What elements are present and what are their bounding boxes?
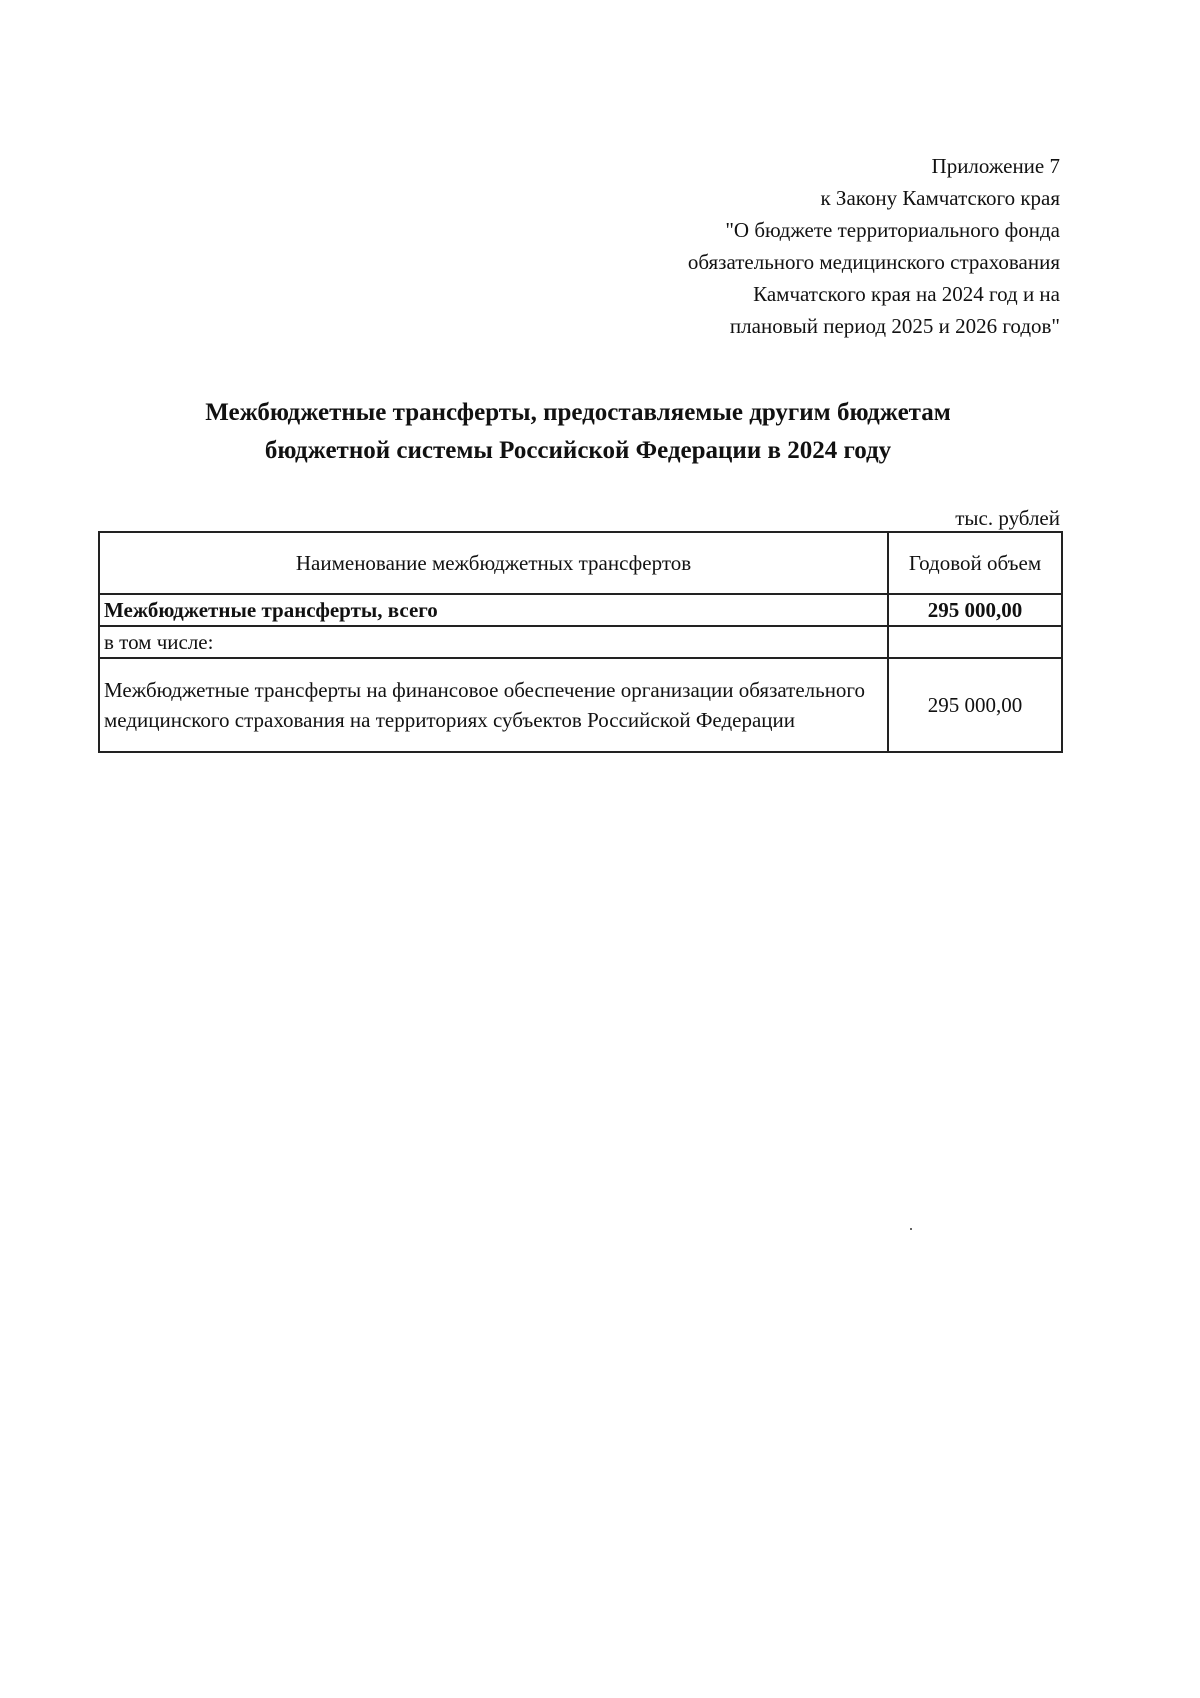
column-header-volume: Годовой объем (888, 532, 1062, 594)
appendix-header (688, 150, 1060, 342)
units-label: тыс. рублей (955, 506, 1060, 530)
table-row-total (99, 594, 1062, 626)
document-title (96, 394, 1060, 470)
table-header-row (99, 532, 1062, 594)
table-row (99, 658, 1062, 752)
row-volume (888, 626, 1062, 658)
appendix-line: Камчатского края на 2024 год и на (753, 282, 1060, 306)
column-header-name: Наименование межбюджетных трансфертов (99, 532, 888, 594)
appendix-line: Приложение 7 (931, 154, 1060, 178)
transfers-table (98, 531, 1063, 753)
appendix-line: "О бюджете территориального фонда (725, 218, 1060, 242)
appendix-line: плановый период 2025 и 2026 годов" (729, 314, 1060, 338)
title-line: бюджетной системы Российской Федерации в 2024 году (264, 437, 892, 464)
stray-mark (910, 1228, 912, 1230)
row-name: в том числе: (99, 626, 888, 658)
appendix-line: обязательного медицинского страхования (687, 250, 1060, 274)
table-row-including (99, 626, 1062, 658)
row-name: Межбюджетные трансферты, всего (99, 594, 888, 626)
row-volume: 295 000,00 (888, 658, 1062, 752)
appendix-line: к Закону Камчатского края (820, 186, 1060, 210)
title-line: Межбюджетные трансферты, предоставляемые другим бюджетам (205, 399, 951, 426)
row-name: Межбюджетные трансферты на финансовое обеспечение организации обязательного медицинского страхования на территориях субъектов Российской Федерации (99, 658, 888, 752)
row-volume: 295 000,00 (888, 594, 1062, 626)
